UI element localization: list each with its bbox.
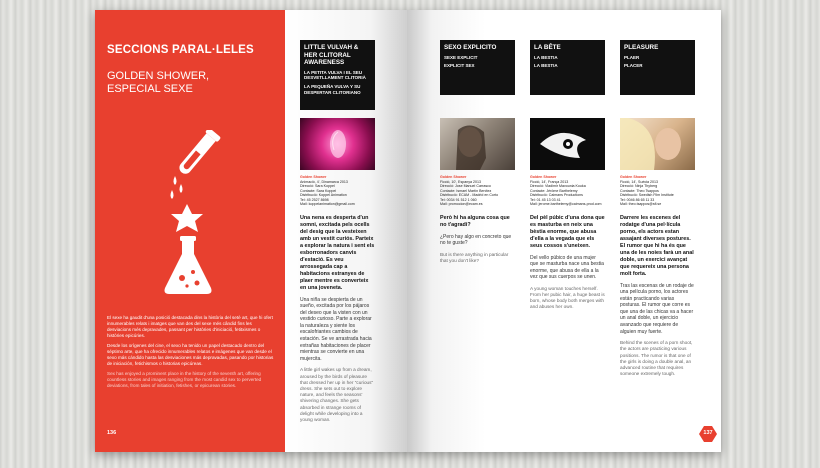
body-catalan: El sexe ha gaudit d'una posició destacada dins la història del setè art, que hi ofert innumerables relats i imatges que van des del sexe més cândid fins les desviacions més depravades, passant per històries d'iniciació, fetitxismes o històries epicúries.: [107, 315, 273, 338]
film-title-es: LA BESTIA: [534, 63, 558, 69]
film-column: [620, 40, 695, 377]
synopsis-catalan: Darrere les escenes del rodatge d'una pel·lícula porno, els actors estan assajant diverses postures. El rumor que hi ha és que una de les noies farà un anal doble, un exercici avançat que requereix una persona molt forta.: [620, 214, 694, 277]
subtitle-line-2: ESPECIAL SEXE: [107, 83, 193, 95]
film-title-box: [530, 40, 605, 95]
magazine-spread: [95, 10, 721, 452]
page-number-right: 137: [703, 430, 713, 436]
synopsis-english: Behind the scenes of a porn shoot, the actors are practicing various positions. The rumor is that one of the girls is doing a double anal, an advanced routine that requires someone extremely tough.: [620, 340, 693, 377]
synopsis-english: A little girl wakes up from a dream, aroused by the birds of pleasure that dressed her up in her "curious" dress. She sets out to explore nature, and feels the seasons' shivering changes. She gets absorbed in strange rooms of delight while developing into a young woman.: [300, 367, 374, 423]
credit-line: Tel: 01 45 13 03 41: [530, 197, 561, 202]
film-title: LITTLE VULVAH & HER CLITORAL AWARENESS: [304, 44, 359, 66]
synopsis-catalan: Del pèl púbic d'una dona que es masturba en neix una bèstia enorme, que abusa d'ella a la vegada que els seus cossos s'uneixen.: [530, 214, 605, 249]
film-title-box: [620, 40, 695, 95]
credit-line: Mail: jerome.barthelemy@caimans-prod.com: [530, 202, 602, 206]
film-title-ca: PLAER: [624, 54, 640, 60]
film-title-ca: LA PETITA VULVA I EL SEU DESVETLLAMENT CLITORIÀ: [304, 69, 366, 81]
film-column: [300, 40, 375, 423]
credit-line: Contacte: Jérôme Barthelemy: [530, 188, 578, 193]
credit-line: Tel: 45 2527 8698: [300, 197, 329, 202]
credit-line: Mail: theo.tsappos@sfi.se: [620, 202, 662, 206]
credit-line: Direcció: Sara Koppel: [300, 184, 335, 188]
left-page: [95, 10, 285, 452]
film-title-es: PLACER: [624, 63, 643, 69]
left-body-text: [107, 315, 277, 393]
synopsis-english: But is there anything in particular that you don't like?: [440, 251, 509, 263]
film-column: [440, 40, 515, 264]
film-title-box: [300, 40, 375, 110]
film-title-es: EXPLICIT SEX: [444, 63, 475, 69]
film-title: PLEASURE: [624, 44, 659, 51]
synopsis-catalan: Però hi ha alguna cosa que no t'agradi?: [440, 214, 510, 228]
film-title-es: LA PEQUEÑA VULVA Y SU DESPERTAR CLITORIANO: [304, 84, 361, 95]
synopsis-spanish: ¿Pero hay algo en concreto que no te guste?: [440, 233, 512, 247]
credit-line: Distribució: ECAM - Madrid en Corto: [440, 193, 499, 197]
synopsis-spanish: Una niña se despierta de un sueño, excitada por los pájaros del deseo que la visten con un vestido curioso. Parte a explorar la naturaleza y siente los escalofriantes cambios de estación. Se ve arrastrada hacia extrañas habitaciones de placer mientras se convierte en una mujercita.: [300, 296, 372, 362]
section-link[interactable]: Golden Shower: [440, 175, 467, 179]
credit-line: Ficció, 14', Suècia 2013: [620, 179, 659, 184]
credit-line: Animació, 4', Dinamarca 2013: [300, 179, 348, 184]
credit-line: Direcció: Vladimir Mavounia Kouka: [530, 184, 586, 188]
section-subtitle: [107, 70, 277, 96]
film-credits: [440, 175, 515, 207]
credit-line: Direcció: Ninja Thyberg: [620, 184, 658, 188]
film-credits: [620, 175, 695, 207]
synopsis-spanish: Del vello púbico de una mujer que se masturba nace una bestia enorme, que abusa de ella a la vez que sus cuerpos se unen.: [530, 254, 604, 281]
film-credits: [300, 175, 375, 207]
section-link[interactable]: Golden Shower: [300, 175, 327, 179]
film-title: LA BÊTE: [534, 44, 561, 51]
credit-line: Contacte: Sara Koppel: [300, 188, 337, 193]
credit-line: Distribució: Caimans Productions: [530, 193, 583, 197]
film-title: SEXO EXPLICITO: [444, 44, 497, 51]
body-english: Sex has enjoyed a prominent place in the history of the seventh art, offering countless stories and images ranging from the most candid sex to perverted deviations, from tales of initiation, fetishes, or epicurean stories.: [107, 371, 262, 388]
film-title-ca: SEXE EXPLICIT: [444, 54, 478, 60]
test-tube-drops-star-flask-icon: [135, 130, 245, 305]
credit-line: Distribució: Swedish Film Institute: [620, 193, 674, 197]
film-still: [530, 118, 605, 170]
credit-line: Contacte: Theo Tsappos: [620, 188, 659, 193]
section-link[interactable]: Golden Shower: [620, 175, 647, 179]
synopsis-catalan: Una nena es desperta d'un somni, excitada pels ocells del desig que la vesteixen amb un vestit curiós. Parteix a explorar la natura i sent els esborronadors canvis d'estació. Es veu arrossegada cap a habitacions estranyes de plaer mentre es converteix en una joveneta.: [300, 214, 375, 291]
body-spanish: Desde los orígenes del cine, el sexo ha tenido un papel destacado dentro del séptimo arte, que ha ofrecido innumerables relatos e imágenes que van desde el sexo más cándido hasta las desviaciones más depravadas, pasando por historias de iniciación, fetichismos o historias epicúreas.: [107, 343, 274, 366]
film-credits: [530, 175, 605, 207]
synopsis-spanish: Tras las escenas de un rodaje de una película porno, los actores están practicando varias posturas. El rumor que corre es que una de las chicas va a hacer un anal doble, un ejercicio avanzado que requiere de alguien muy fuerte.: [620, 282, 694, 335]
section-title: SECCIONS PARAL·LELES: [107, 44, 254, 56]
credit-line: Ficció, 10', Espanya 2013: [440, 179, 482, 184]
page-number-badge: [699, 426, 717, 442]
film-title-box: [440, 40, 515, 95]
film-still: [300, 118, 375, 170]
section-link[interactable]: Golden Shower: [530, 175, 557, 179]
subtitle-line-1: GOLDEN SHOWER,: [107, 70, 210, 82]
credit-line: Distribució: Koppel Animation: [300, 193, 347, 197]
credit-line: Tel: 0046 86 65 11 33: [620, 197, 655, 202]
film-still: [440, 118, 515, 170]
credit-line: Mail: promocion@ecam.es: [440, 202, 483, 206]
film-column: [530, 40, 605, 311]
page-number-left: 136: [107, 430, 117, 436]
film-still: [620, 118, 695, 170]
credit-line: Mail: koppelanimation@gmail.com: [300, 202, 355, 206]
credit-line: Contacte: Ismael Martín Benítez: [440, 188, 492, 193]
credit-line: Tel: 0034 91 512 1 060: [440, 197, 477, 202]
credit-line: Ficció, 14', França 2013: [530, 179, 569, 184]
film-title-ca: LA BESTIA: [534, 54, 558, 60]
synopsis-english: A young woman touches herself. From her pubic hair, a huge beast is born, whose body both merges with and abuses her own.: [530, 285, 605, 310]
credit-line: Direcció: Jose Manuel Carrasco: [440, 184, 491, 188]
